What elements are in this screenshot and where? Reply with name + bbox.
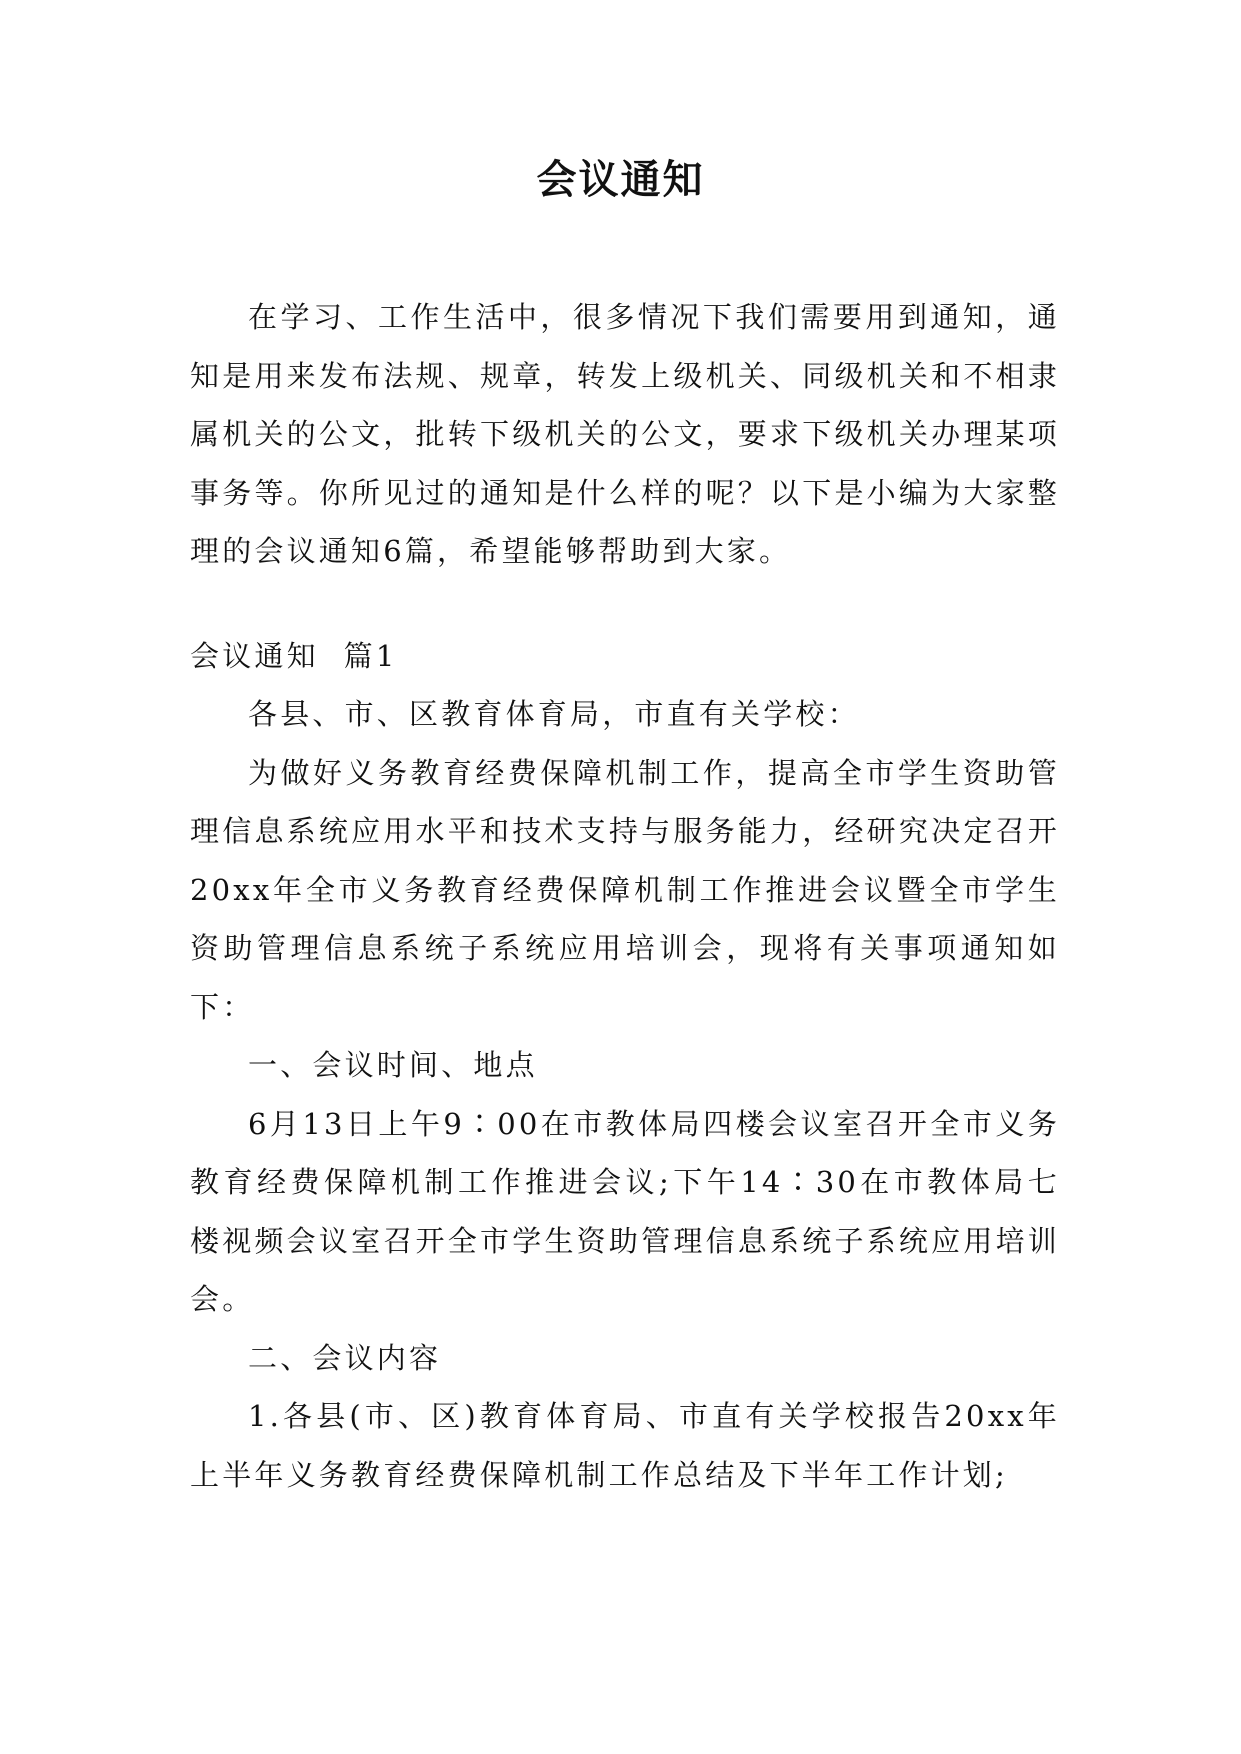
section-spacer — [190, 581, 1060, 627]
addressee-line: 各县、市、区教育体育局，市直有关学校： — [248, 697, 860, 731]
intro-paragraph: 在学习、工作生活中，很多情况下我们需要用到通知，通知是用来发布法规、规章，转发上级机关、同级机关和不相隶属机关的公文，批转下级机关的公文，要求下级机关办理某项事务等。你所见过的通知是什么样的呢？以下是小编为大家整理的会议通知6篇，希望能够帮助到大家。 — [190, 300, 1060, 568]
list-item: 1.各县(市、区)教育体育局、市直有关学校报告20xx年上半年义务教育经费保障机制工作总结及下半年工作计划; — [190, 1399, 1060, 1492]
section-heading: 会议通知 篇1 — [190, 638, 398, 673]
body-paragraph: 6月13日上午9∶00在市教体局四楼会议室召开全市义务教育经费保障机制工作推进会议;下午14∶30在市教体局七楼视频会议室召开全市学生资助管理信息系统子系统应用培训会。 — [190, 1106, 1060, 1316]
body-paragraph: 为做好义务教育经费保障机制工作，提高全市学生资助管理信息系统应用水平和技术支持与服务能力，经研究决定召开20xx年全市义务教育经费保障机制工作推进会议暨全市学生资助管理信息系统子系统应用培训会，现将有关事项通知如下： — [190, 755, 1060, 1024]
document-title: 会议通知 — [536, 157, 705, 203]
document-body — [190, 288, 1060, 1504]
subheading-meeting-content: 二、会议内容 — [248, 1340, 442, 1375]
subheading-time-location: 一、会议时间、地点 — [248, 1048, 538, 1082]
